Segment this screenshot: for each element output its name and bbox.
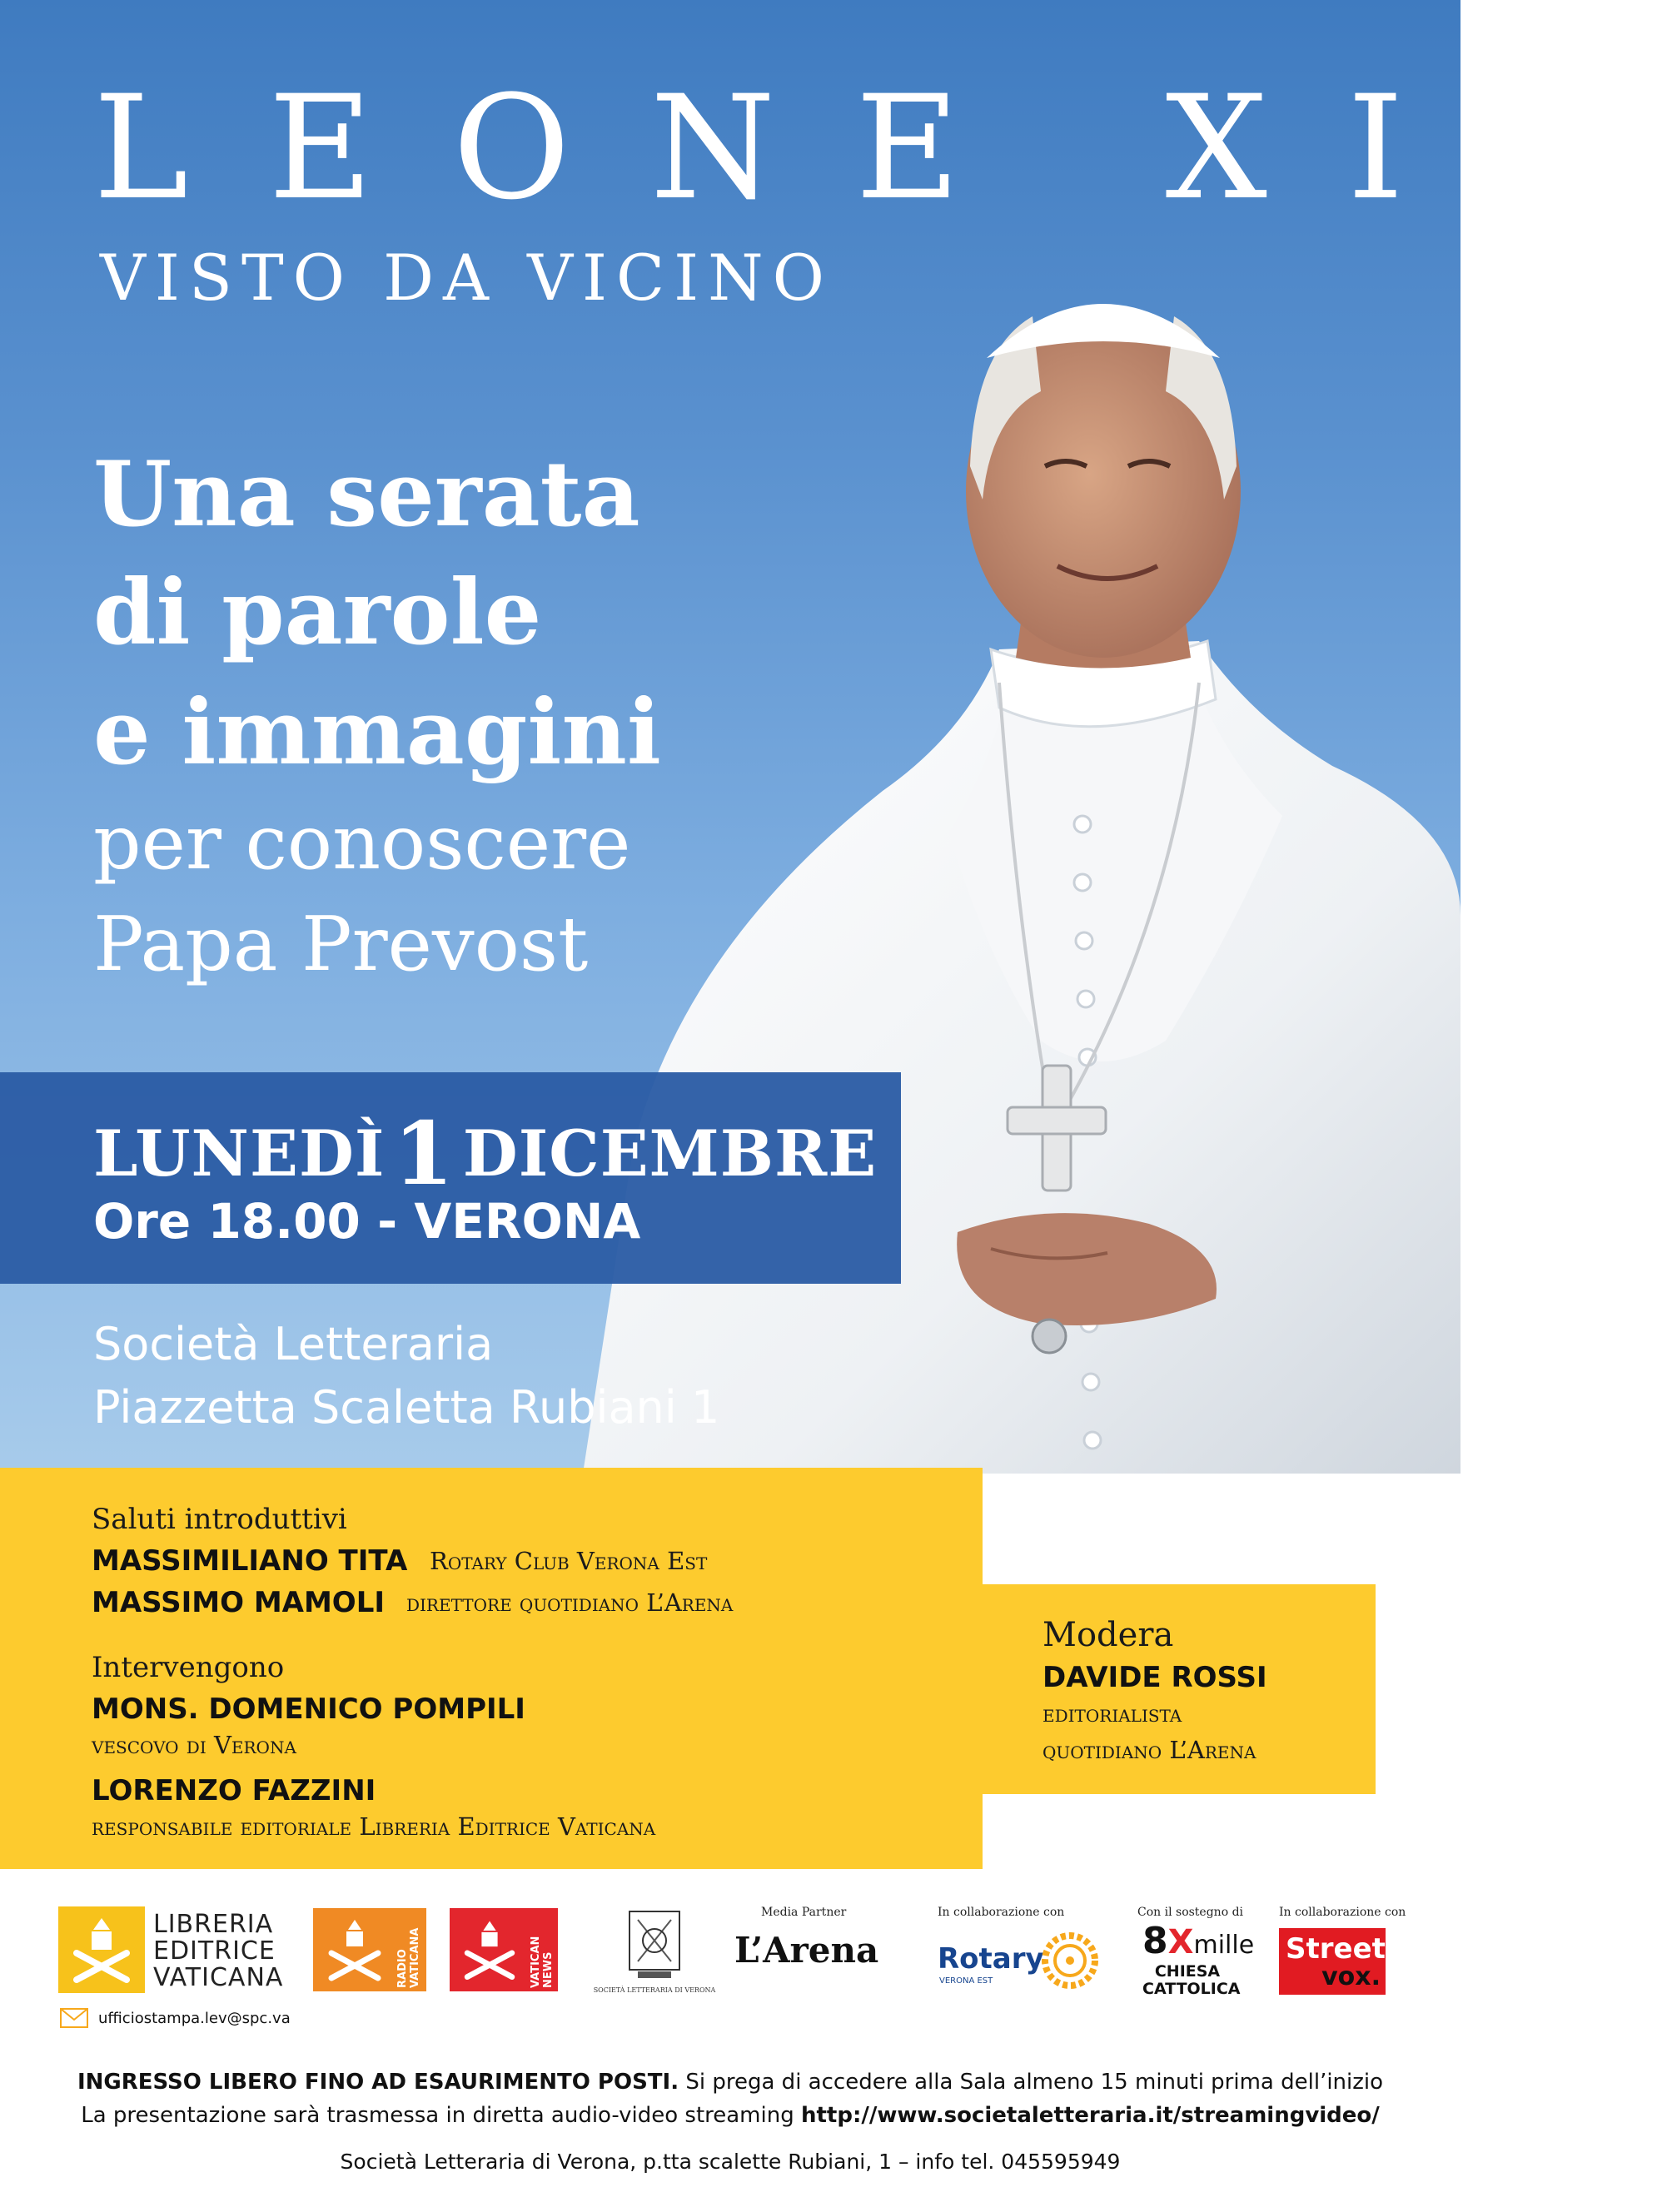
streetvox-street: Street	[1286, 1932, 1386, 1966]
papal-keys-icon	[58, 1906, 145, 1993]
event-weekday: LUNEDÌ	[93, 1116, 386, 1191]
entry-bold: INGRESSO LIBERO FINO AD ESAURIMENTO POSTI.	[77, 2070, 679, 2095]
media-partner-label: Media Partner	[761, 1906, 847, 1919]
moderator-role-1: editorialista	[1042, 1699, 1182, 1727]
rotary-gear-icon	[1039, 1930, 1101, 1991]
greeting-role-1: Rotary Club Verona Est	[430, 1547, 708, 1575]
rotary-wordmark: Rotary	[938, 1942, 1044, 1976]
chiesa-line-2: CATTOLICA	[1142, 1980, 1241, 1998]
greeting-name-2: MASSIMO MAMOLI	[92, 1586, 386, 1619]
streetvox-collab-label: In collaborazione con	[1279, 1906, 1406, 1919]
speaker-name-1: MONS. DOMENICO POMPILI	[92, 1693, 525, 1726]
arena-logo: L’Arena	[734, 1930, 879, 1971]
stream-url[interactable]: http://www.societaletteraria.it/streamingvideo/	[800, 2103, 1380, 2128]
poster-subtitle: VISTO DA VICINO	[100, 241, 834, 315]
headline-line-1: Una serata	[93, 442, 640, 547]
venue-name: Società Letteraria	[93, 1318, 494, 1370]
lev-line-2: EDITRICE	[153, 1936, 276, 1966]
streetvox-vox: vox.	[1321, 1962, 1381, 1991]
chiesa-line-1: CHIESA	[1154, 1962, 1221, 1981]
entry-rest: Si prega di accedere alla Sala almeno 15 minuti prima dell’inizio	[679, 2070, 1384, 2095]
streetvox-logo	[1279, 1928, 1386, 1995]
chiesa-cattolica-label	[1142, 1962, 1241, 1998]
rotary-collab-label: In collaborazione con	[938, 1906, 1065, 1919]
headline-line-5: Papa Prevost	[93, 901, 589, 988]
contact-line: Società Letteraria di Verona, p.tta scalette Rubiani, 1 – info tel. 045595949	[340, 2150, 1121, 2174]
radio-keys-icon	[313, 1908, 396, 1991]
headline-line-3: e immagini	[93, 680, 661, 785]
lev-line-3: VATICANA	[153, 1963, 284, 1992]
news-line-1: VATICAN	[530, 1936, 542, 1988]
event-time-place: Ore 18.00 - VERONA	[93, 1193, 641, 1250]
greeting-name-1: MASSIMILIANO TITA	[92, 1544, 408, 1578]
eight-x-mille-num: 8	[1142, 1920, 1168, 1962]
support-label: Con il sostegno di	[1137, 1906, 1244, 1919]
greeting-role-2: direttore quotidiano L’Arena	[406, 1588, 734, 1617]
speaker-role-1: vescovo di Verona	[92, 1731, 296, 1759]
rotary-sub: VERONA EST	[939, 1976, 993, 1986]
entry-notice	[0, 2071, 1460, 2093]
eight-x-mille-x: X	[1167, 1923, 1194, 1961]
greetings-label: Saluti introduttivi	[92, 1503, 347, 1536]
poster-title: LEONE XIV	[93, 64, 1667, 231]
event-month: DICEMBRE	[462, 1116, 878, 1191]
venue-address: Piazzetta Scaletta Rubiani 1	[93, 1381, 720, 1434]
speaker-name-2: LORENZO FAZZINI	[92, 1774, 376, 1807]
event-day: 1	[393, 1102, 455, 1205]
stream-text: La presentazione sarà trasmessa in diretta audio-video streaming	[81, 2103, 801, 2128]
letteraria-caption: SOCIETÀ LETTERARIA DI VERONA	[593, 1986, 716, 1994]
lev-wordmark	[153, 1911, 283, 1991]
speakers-label: Intervengono	[92, 1651, 285, 1684]
radio-line-2: VATICANA	[409, 1927, 421, 1988]
lev-line-1: LIBRERIA	[153, 1910, 274, 1939]
radio-vaticana-label	[396, 1913, 423, 1988]
crest-icon	[613, 1903, 696, 1986]
headline-line-2: di parole	[93, 560, 542, 665]
email-address[interactable]: ufficiostampa.lev@spc.va	[98, 2010, 291, 2027]
headline-line-4: per conoscere	[93, 799, 631, 887]
news-keys-icon	[450, 1908, 530, 1991]
radio-line-1: RADIO	[396, 1949, 409, 1988]
radio-vaticana-logo	[313, 1908, 426, 1991]
vatican-news-label	[530, 1913, 556, 1988]
moderator-role-2: quotidiano L’Arena	[1042, 1736, 1256, 1764]
event-date	[93, 1102, 878, 1205]
email-icon	[60, 2008, 88, 2028]
speaker-role-2: responsabile editoriale Libreria Editrice Vaticana	[92, 1812, 656, 1841]
moderator-name: DAVIDE ROSSI	[1042, 1661, 1267, 1694]
streaming-notice	[0, 2105, 1460, 2126]
news-line-2: NEWS	[542, 1951, 555, 1988]
moderator-label: Modera	[1042, 1616, 1174, 1654]
eight-x-mille-logo	[1142, 1920, 1255, 1962]
vatican-news-logo	[450, 1908, 558, 1991]
lev-logo	[58, 1906, 145, 1993]
rotary-wheel-icon	[1039, 1930, 1101, 1991]
eight-x-mille-word: mille	[1193, 1931, 1255, 1960]
societa-letteraria-crest	[613, 1903, 696, 1986]
